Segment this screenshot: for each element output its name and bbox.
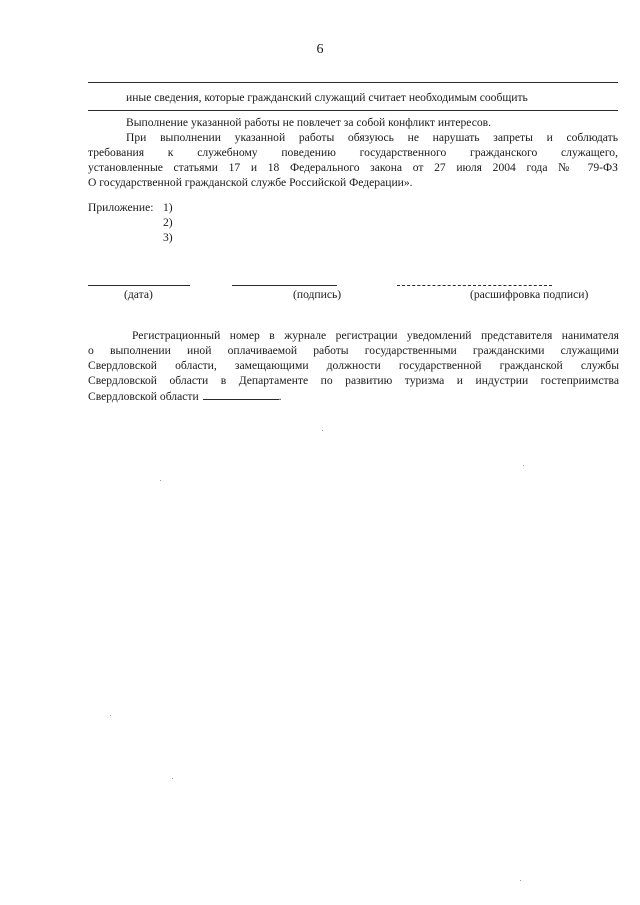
date-caption: (дата): [124, 288, 153, 301]
scan-speck: [172, 778, 173, 779]
attachment-item-3: 3): [163, 231, 173, 244]
conflict-statement: Выполнение указанной работы не повлечет за собой конфликт интересов.: [126, 116, 492, 129]
scan-speck: [523, 465, 524, 466]
registration-line-4: Свердловской области в Департаменте по развитию туризма и индустрии гостеприимства: [88, 374, 619, 387]
registration-line-5-text: Свердловской области: [88, 390, 199, 403]
attachment-item-2: 2): [163, 216, 173, 229]
signature-line: [232, 285, 337, 286]
other-info-line-bottom: [88, 110, 618, 111]
registration-line-2: о выполнении иной оплачиваемой работы государственными гражданскими служащими: [88, 344, 619, 357]
registration-number-blank: [203, 388, 279, 400]
attachments-label: Приложение:: [88, 201, 154, 214]
registration-line-1: Регистрационный номер в журнале регистрации уведомлений представителя нанимателя: [132, 329, 619, 342]
signature-caption: (подпись): [293, 288, 342, 301]
signature-decode-caption: (расшифровка подписи): [470, 288, 589, 301]
registration-line-5: [88, 388, 282, 404]
other-info-line-top: [88, 82, 618, 83]
obligation-line-1: При выполнении указанной работы обязуюсь не нарушать запреты и соблюдать: [126, 131, 618, 144]
signature-decode-line: [397, 285, 552, 286]
scan-speck: [110, 715, 111, 716]
scan-speck: [520, 880, 521, 881]
registration-line-5-end: .: [278, 390, 282, 403]
page-number: 6: [316, 42, 324, 57]
obligation-line-3: установленные статьями 17 и 18 Федерального закона от 27 июля 2004 года № 79-ФЗ: [88, 161, 618, 174]
scan-speck: [322, 430, 323, 431]
date-line: [88, 285, 190, 286]
obligation-line-4: О государственной гражданской службе Российской Федерации».: [88, 176, 413, 189]
attachment-item-1: 1): [163, 201, 173, 214]
scan-speck: [160, 480, 161, 481]
obligation-line-2: требования к служебному поведению государственного гражданского служащего,: [88, 146, 618, 159]
registration-line-3: Свердловской области, замещающими должности государственной гражданской службы: [88, 359, 619, 372]
other-info-caption: иные сведения, которые гражданский служащий считает необходимым сообщить: [126, 91, 528, 104]
